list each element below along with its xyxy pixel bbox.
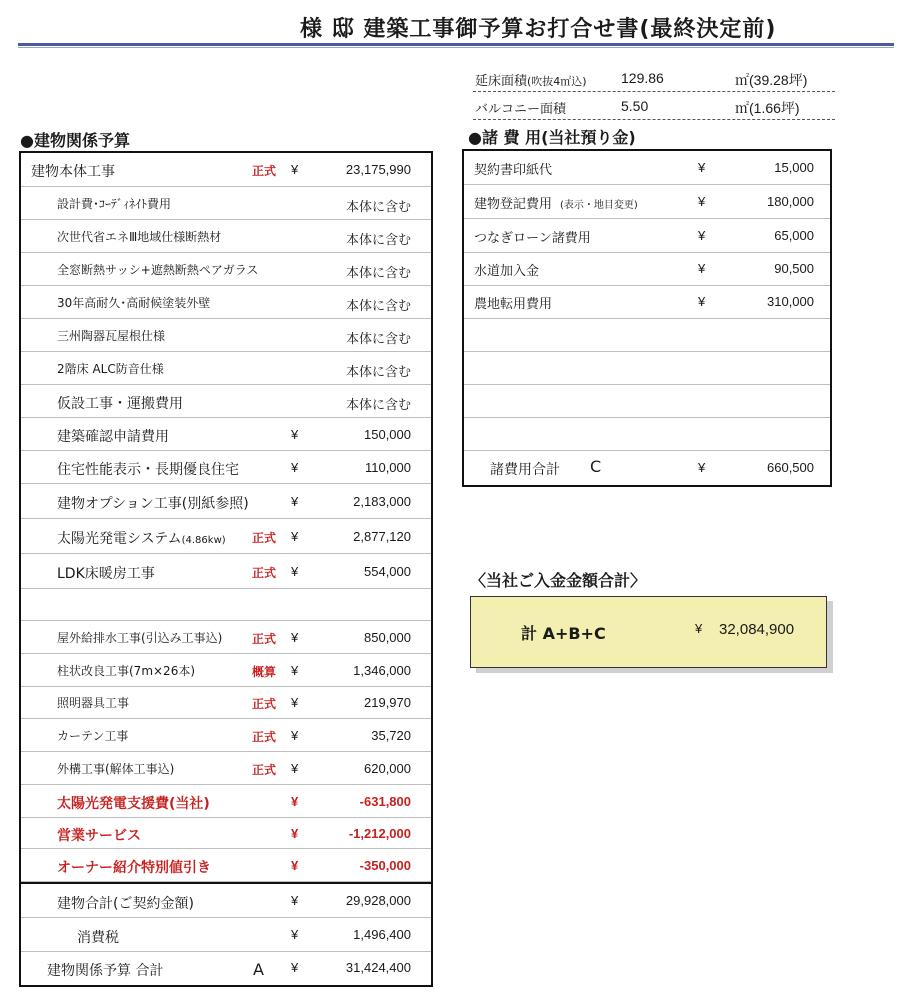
item-label-text: 30年高耐久･高耐候塗装外壁: [57, 296, 211, 310]
budget-row: [21, 253, 431, 286]
item-note: (表示・地目変更): [560, 200, 638, 211]
area-label: バルコニー面積: [475, 102, 567, 117]
grand-total-heading: 〈当社ご入金金額合計〉: [470, 571, 647, 590]
item-label-text: 建物登記費用: [474, 197, 553, 212]
yen-sign: ¥: [291, 960, 299, 975]
budget-row: [21, 519, 431, 554]
budget-row-empty: [21, 589, 431, 621]
included-note: 本体に含む: [345, 299, 411, 314]
item-label-text: カーテン工事: [57, 729, 129, 743]
item-label-text: 営業サービス: [57, 828, 141, 844]
item-label: [57, 294, 210, 311]
item-label: [57, 727, 128, 744]
yen-sign: ¥: [291, 695, 299, 710]
budget-row: [21, 385, 431, 418]
misc-row: [464, 285, 830, 319]
budget-row: [21, 621, 431, 654]
item-label-text: 住宅性能表示・長期優良住宅: [57, 462, 239, 478]
item-amount: 180,000: [767, 194, 814, 209]
item-label-text: オーナー紹介特別値引き: [57, 860, 211, 876]
area-value: 129.86: [621, 70, 664, 86]
item-amount: 150,000: [364, 427, 411, 442]
yen-sign: ¥: [698, 294, 706, 309]
misc-row: [464, 151, 830, 185]
total-label: 建物関係予算 合計: [47, 963, 164, 979]
area-note: (吹抜4㎡込): [527, 75, 587, 88]
item-label: [57, 426, 169, 446]
misc-row: [464, 252, 830, 286]
item-amount: 219,970: [364, 695, 411, 710]
budget-row: [21, 554, 431, 589]
item-label-text: 太陽光発電システム: [57, 531, 182, 547]
total-mark: C: [590, 457, 602, 476]
item-amount: -631,800: [359, 794, 411, 809]
yen-sign: ¥: [698, 228, 706, 243]
status-badge: 正式: [252, 730, 277, 744]
misc-row-empty: [464, 384, 830, 418]
misc-costs-heading: ●諸 費 用(当社預り金): [468, 128, 636, 147]
item-label-text: 屋外給排水工事(引込み工事込): [57, 631, 223, 645]
total-mark: A: [253, 960, 264, 979]
status-badge: 正式: [252, 763, 277, 777]
grand-total-label: 計 A+B+C: [521, 624, 606, 643]
included-note: 本体に含む: [345, 365, 411, 380]
total-row: [21, 918, 431, 952]
total-row: [21, 884, 431, 918]
misc-total-row: [464, 451, 830, 485]
status-badge: 正式: [252, 697, 277, 711]
item-amount: -350,000: [359, 858, 411, 873]
item-label: [57, 261, 258, 278]
item-label: [57, 393, 183, 413]
item-label: [474, 260, 539, 279]
yen-sign: ¥: [291, 761, 299, 776]
item-label-text: つなぎローン諸費用: [474, 231, 591, 246]
item-label-text: 設計費･ｺｰﾃﾞｨﾈｲﾄ費用: [57, 197, 172, 211]
included-note: 本体に含む: [345, 398, 411, 413]
included-note: 本体に含む: [345, 266, 411, 281]
budget-row: [21, 187, 431, 220]
title-underline: [18, 43, 894, 46]
item-label: [57, 793, 210, 813]
yen-sign: ¥: [291, 162, 299, 177]
budget-row: [21, 752, 431, 785]
yen-sign: ¥: [291, 427, 299, 442]
area-unit: ㎡(39.28坪): [735, 72, 808, 88]
status-badge: 概算: [252, 665, 277, 679]
misc-row-empty: [464, 318, 830, 352]
total-label: 諸費用合計: [490, 462, 560, 478]
item-label-text: 水道加入金: [474, 264, 540, 279]
included-note: 本体に含む: [345, 233, 411, 248]
item-amount: 554,000: [364, 564, 411, 579]
yen-sign: ¥: [291, 564, 299, 579]
included-note: 本体に含む: [345, 332, 411, 347]
item-amount: 310,000: [767, 294, 814, 309]
item-label: [474, 159, 552, 178]
document-title: 様 邸 建築工事御予算お打合せ書(最終決定前): [300, 17, 777, 42]
item-label-text: 次世代省エネⅢ地域仕様断熱材: [57, 230, 222, 244]
yen-sign: ¥: [698, 460, 706, 475]
misc-row: [464, 219, 830, 253]
yen-sign: ¥: [291, 529, 299, 544]
misc-row-empty: [464, 417, 830, 451]
area-unit: ㎡(1.66坪): [735, 100, 800, 116]
item-label: [57, 563, 155, 583]
item-note: (4.86kw): [181, 535, 226, 546]
item-label-text: 外構工事(解体工事込): [57, 762, 175, 776]
item-label-text: 柱状改良工事(7m×26本): [57, 664, 196, 678]
item-amount: 35,720: [371, 728, 411, 743]
item-label-text: 2階床 ALC防音仕様: [57, 362, 164, 376]
item-amount: 2,877,120: [353, 529, 411, 544]
yen-sign: ¥: [291, 858, 299, 873]
item-label-text: 太陽光発電支援費(当社): [57, 796, 210, 812]
item-label: [57, 493, 249, 513]
budget-row: [21, 352, 431, 385]
yen-sign: ¥: [698, 261, 706, 276]
status-badge: 正式: [252, 531, 277, 545]
item-amount: 90,500: [774, 261, 814, 276]
budget-row: [21, 484, 431, 519]
area-label-text: 延床面積: [475, 74, 528, 89]
total-amount: 660,500: [767, 460, 814, 475]
budget-row: [21, 785, 431, 818]
item-label: [474, 193, 638, 212]
item-label: [57, 857, 211, 877]
item-amount: 620,000: [364, 761, 411, 776]
item-label: [474, 227, 591, 246]
item-label-text: 建築確認申請費用: [57, 429, 169, 445]
yen-sign: ¥: [291, 663, 299, 678]
item-amount: 65,000: [774, 228, 814, 243]
budget-row: [21, 687, 431, 719]
area-table: [473, 64, 835, 120]
total-amount: 1,496,400: [353, 927, 411, 942]
total-row: [21, 952, 431, 985]
item-amount: 850,000: [364, 630, 411, 645]
totals-separator: [21, 882, 431, 884]
included-note: 本体に含む: [345, 200, 411, 215]
item-label: [57, 195, 171, 212]
item-amount: 110,000: [364, 460, 411, 475]
total-label: 消費税: [77, 930, 119, 946]
item-label-text: 仮設工事・運搬費用: [57, 396, 183, 412]
item-label-text: 三州陶器瓦屋根仕様: [57, 329, 166, 343]
title-underline-thin: [18, 47, 894, 48]
item-label-text: LDK床暖房工事: [57, 566, 155, 582]
item-label: [57, 662, 195, 679]
item-label: [474, 293, 552, 312]
misc-row: [464, 185, 830, 219]
yen-sign: ¥: [291, 630, 299, 645]
item-label: [57, 327, 165, 344]
status-badge: 正式: [252, 632, 277, 646]
item-label: [57, 760, 174, 777]
area-row: [473, 92, 835, 120]
item-label-text: 農地転用費用: [474, 297, 553, 312]
status-badge: 正式: [252, 164, 277, 178]
budget-row: [21, 220, 431, 253]
item-label-text: 照明器具工事: [57, 696, 130, 710]
grand-total-box: [470, 596, 827, 668]
yen-sign: ¥: [291, 826, 299, 841]
total-amount: 31,424,400: [345, 960, 411, 975]
yen-sign: ¥: [698, 160, 706, 175]
item-label: [57, 629, 222, 646]
item-label: [57, 459, 239, 479]
budget-row: [21, 849, 431, 882]
budget-row: [21, 818, 431, 849]
yen-sign: ¥: [291, 494, 299, 509]
yen-sign: ¥: [291, 460, 299, 475]
budget-row: [21, 719, 431, 752]
item-label-text: 建物オプション工事(別紙参照): [57, 496, 249, 512]
budget-row: [21, 319, 431, 352]
item-label-text: 全窓断熱サッシ+遮熱断熱ペアガラス: [57, 263, 259, 277]
item-amount: 2,183,000: [353, 494, 411, 509]
yen-sign: ¥: [291, 927, 299, 942]
yen-sign: ¥: [291, 893, 299, 908]
item-label-text: 建物本体工事: [31, 164, 115, 180]
yen-sign: ¥: [698, 194, 706, 209]
item-label: [31, 161, 115, 181]
area-value: 5.50: [621, 98, 649, 114]
yen-sign: ¥: [695, 621, 703, 636]
building-budget-heading: ●建物関係予算: [20, 131, 130, 150]
item-label: [57, 228, 221, 245]
budget-row: [21, 451, 431, 484]
total-label: 建物合計(ご契約金額): [57, 896, 194, 912]
misc-row-empty: [464, 351, 830, 385]
item-label: [57, 528, 226, 548]
area-label: [475, 70, 587, 89]
item-amount: 23,175,990: [345, 162, 411, 177]
item-amount: 1,346,000: [353, 663, 411, 678]
yen-sign: ¥: [291, 728, 299, 743]
status-badge: 正式: [252, 566, 277, 580]
item-label: [57, 360, 164, 377]
yen-sign: ¥: [291, 794, 299, 809]
item-label: [57, 694, 129, 711]
budget-row: [21, 153, 431, 187]
item-amount: -1,212,000: [348, 826, 411, 841]
item-label: [57, 825, 141, 845]
area-row: [473, 64, 835, 92]
budget-row: [21, 286, 431, 319]
item-label-text: 契約書印紙代: [474, 163, 553, 178]
item-amount: 15,000: [774, 160, 814, 175]
budget-row: [21, 418, 431, 451]
grand-total-amount: 32,084,900: [719, 621, 795, 638]
budget-row: [21, 654, 431, 687]
total-amount: 29,928,000: [345, 893, 411, 908]
